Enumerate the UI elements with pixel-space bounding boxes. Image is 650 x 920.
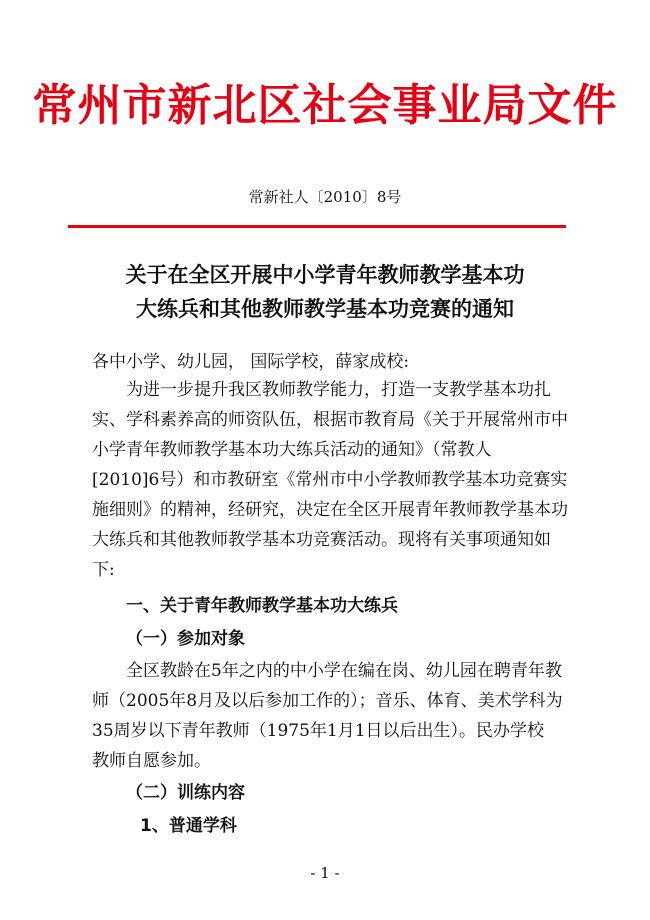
notice-title-line: 关于在全区开展中小学青年教师教学基本功 [125,263,525,287]
document-number: 常新社人〔2010〕8号 [248,188,402,206]
eligibility-paragraph-line: 师（2005年8月及以后参加工作的）；音乐、体育、美术学科为 [92,691,563,711]
intro-paragraph-line: 大练兵和其他教师教学基本功竞赛活动。现将有关事项通知如 [92,530,551,550]
notice-title-line: 大练兵和其他教师教学基本功竞赛的通知 [136,297,514,321]
intro-paragraph-line: 为进一步提升我区教师教学能力，打造一支教学基本功扎 [126,380,551,400]
intro-paragraph-line: 实、学科素养高的师资队伍，根据市教育局《关于开展常州市中 [92,410,568,430]
intro-paragraph-line: 小学青年教师教学基本功大练兵活动的通知》（常教人 [92,440,492,460]
subsection-heading: （二）训练内容 [126,783,245,803]
intro-paragraph-line: [2010]6号）和市教研室《常州市中小学教师教学基本功竞赛实 [92,470,568,490]
masthead-title: 常州市新北区社会事业局文件 [32,80,618,131]
intro-paragraph-line: 施细则》的精神，经研究，决定在全区开展青年教师教学基本功 [92,500,568,520]
section-heading: 一、关于青年教师教学基本功大练兵 [126,596,398,616]
page-number: - 1 - [310,864,340,882]
salutation: 各中小学、幼儿园， 国际学校，薛家成校: [92,352,410,372]
notice-title [40,258,610,326]
eligibility-paragraph-line: 全区教龄在5年之内的中小学在编在岗、幼儿园在聘青年教 [126,661,562,681]
subsection-heading: （一）参加对象 [126,629,245,649]
intro-paragraph-line: 下: [92,560,115,580]
eligibility-paragraph-line: 35周岁以下青年教师（1975年1月1日以后出生）。民办学校 [92,721,545,741]
eligibility-paragraph-line: 教师自愿参加。 [92,751,211,771]
item-heading: 1、普通学科 [140,816,237,836]
red-divider-line [68,225,566,228]
